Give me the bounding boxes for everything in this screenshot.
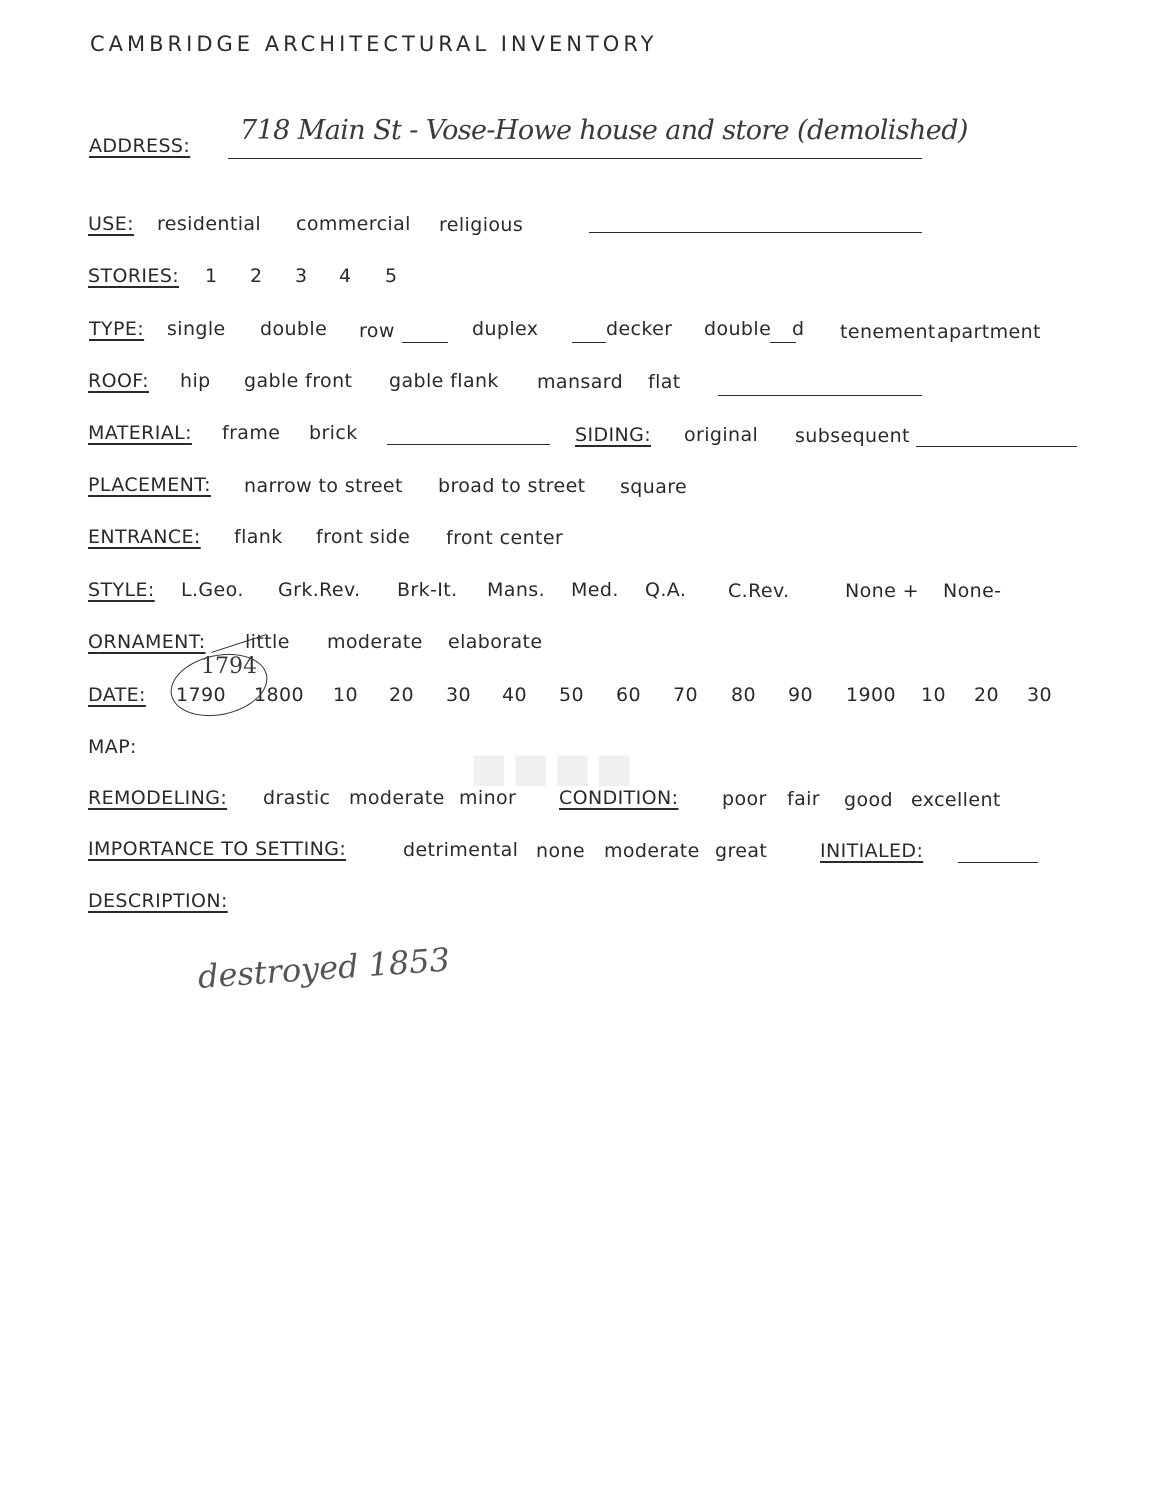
use-commercial: commercial [296,213,411,235]
date-1900: 1900 [846,684,896,706]
roof-label: ROOF: [88,370,149,392]
stories-4: 4 [339,265,352,287]
date-60: 60 [616,684,641,706]
date-40: 40 [502,684,527,706]
date-80: 80 [731,684,756,706]
siding-original: original [684,424,759,446]
condition-fair: fair [787,788,821,810]
address-value: 718 Main St - Vose-Howe house and store (demolished) [240,115,968,146]
material-other-line [387,444,550,445]
bleed-through-mark: ■■■■ [470,745,638,791]
type-label: TYPE: [89,318,145,340]
use-other-line [589,232,922,233]
style-lgeo: L.Geo. [181,579,244,601]
entrance-flank: flank [234,526,283,548]
remodeling-moderate: moderate [349,787,445,809]
date-30: 30 [446,684,471,706]
remodeling-label: REMODELING: [88,787,228,809]
roof-gable-front: gable front [244,370,353,392]
initialed-line [958,862,1038,863]
date-1910: 10 [921,684,946,706]
roof-flat: flat [648,371,681,393]
date-1930: 30 [1027,684,1052,706]
placement-square: square [620,476,688,498]
use-label: USE: [88,213,134,235]
type-row: row [359,320,395,342]
form-title: CAMBRIDGE ARCHITECTURAL INVENTORY [90,32,658,56]
remodeling-drastic: drastic [263,787,331,809]
style-none-plus: None + [845,580,919,602]
type-double: double [260,318,328,340]
placement-narrow: narrow to street [244,475,403,497]
type-apartment: apartment [937,321,1041,343]
stories-1: 1 [205,265,218,287]
type-tenement: tenement [840,321,936,343]
use-religious: religious [439,214,524,236]
roof-hip: hip [180,370,211,392]
style-med: Med. [571,579,619,601]
ornament-little: little [245,631,290,653]
material-frame: frame [222,422,281,444]
importance-great: great [715,840,768,862]
roof-gable-flank: gable flank [389,370,499,392]
type-decker: decker [606,318,673,340]
style-mans: Mans. [487,579,546,601]
date-1800: 1800 [254,684,304,706]
condition-label: CONDITION: [559,787,679,809]
type-row-line [402,342,448,343]
date-90: 90 [788,684,813,706]
initialed-label: INITIALED: [820,840,924,862]
type-decker-line [572,342,606,343]
stories-label: STORIES: [88,265,180,287]
roof-mansard: mansard [537,371,624,393]
stories-2: 2 [250,265,263,287]
style-qa: Q.A. [645,579,687,601]
style-brkit: Brk-It. [397,579,458,601]
type-d: d [792,318,805,340]
remodeling-minor: minor [459,787,517,809]
stories-3: 3 [295,265,308,287]
importance-detrimental: detrimental [403,839,519,861]
placement-broad: broad to street [438,475,586,497]
ornament-elaborate: elaborate [448,631,543,653]
description-value: destroyed 1853 [196,940,452,996]
date-50: 50 [559,684,584,706]
style-label: STYLE: [88,579,155,601]
date-20: 20 [389,684,414,706]
ornament-moderate: moderate [327,631,423,653]
entrance-label: ENTRANCE: [88,526,201,548]
material-brick: brick [309,422,358,444]
date-1920: 20 [974,684,999,706]
date-10: 10 [333,684,358,706]
condition-poor: poor [722,788,767,810]
address-line [228,158,922,159]
importance-label: IMPORTANCE TO SETTING: [88,838,347,860]
importance-moderate: moderate [604,840,700,862]
type-single: single [167,318,226,340]
date-70: 70 [673,684,698,706]
type-double-d: double [704,318,772,340]
stories-5: 5 [385,265,398,287]
importance-none: none [536,840,585,862]
style-none-minus: None- [943,580,1002,602]
description-label: DESCRIPTION: [88,890,228,912]
placement-label: PLACEMENT: [88,474,211,496]
date-label: DATE: [88,684,146,706]
material-label: MATERIAL: [88,422,192,444]
condition-excellent: excellent [911,789,1001,811]
address-label: ADDRESS: [89,135,191,157]
siding-other-line [916,446,1077,447]
type-double-d-line [770,342,796,343]
entrance-front-side: front side [316,526,411,548]
use-residential: residential [157,213,262,235]
siding-subsequent: subsequent [795,425,910,447]
ornament-label: ORNAMENT: [88,631,206,653]
date-handwritten: 1794 [201,654,257,679]
siding-label: SIDING: [575,424,652,446]
type-duplex: duplex [472,318,539,340]
condition-good: good [844,789,893,811]
style-crev: C.Rev. [728,580,790,602]
entrance-front-center: front center [446,527,564,549]
roof-other-line [718,395,922,396]
date-1790: 1790 [176,684,226,706]
style-grkrev: Grk.Rev. [278,579,361,601]
map-label: MAP: [88,736,137,758]
